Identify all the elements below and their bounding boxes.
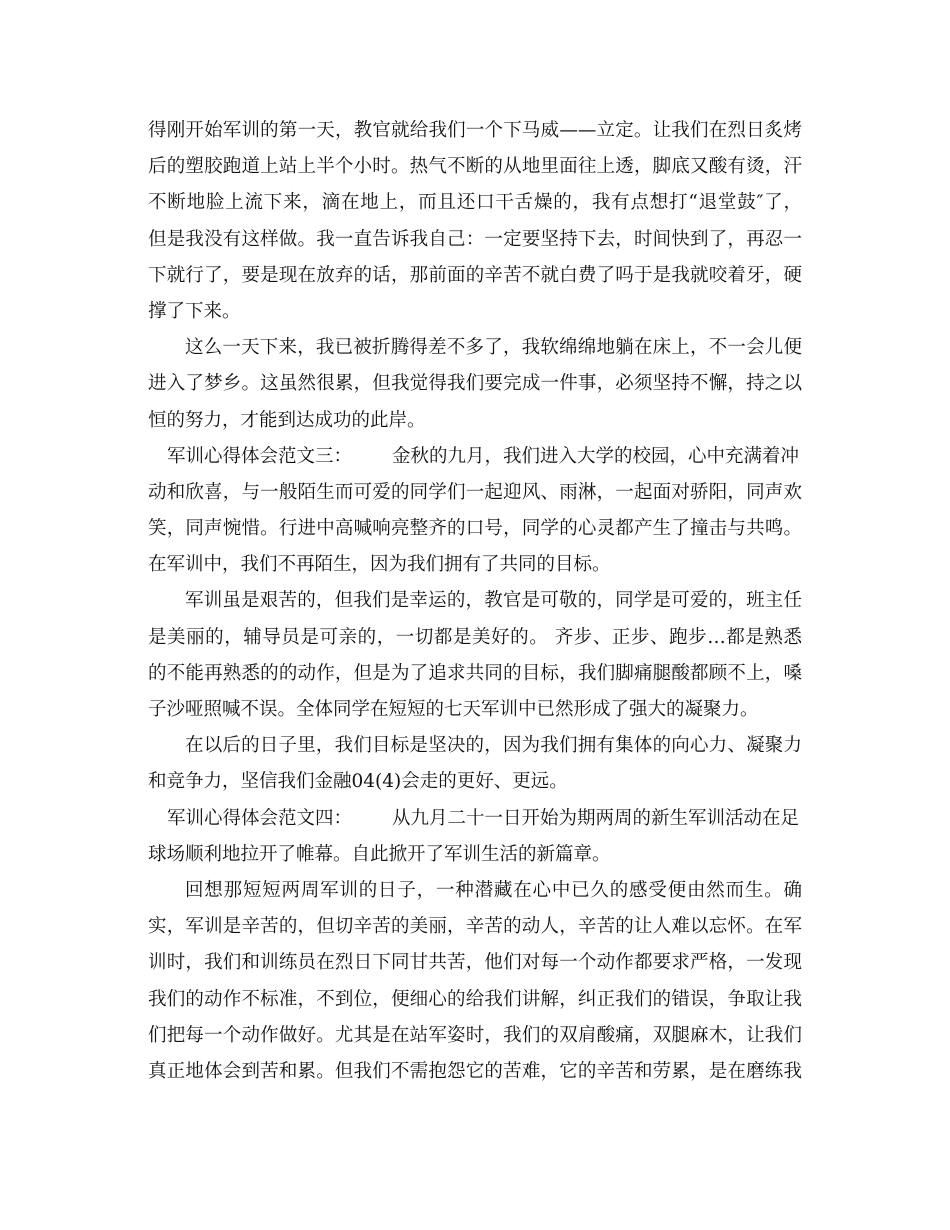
text-line: 后的塑胶跑道上站上半个小时。热气不断的从地里面往上透，脚底又酸有烫，汗 xyxy=(148,156,802,178)
text-line: 的不能再熟悉的的动作，但是为了追求共同的目标，我们脚痛腿酸都顾不上，嗓 xyxy=(148,662,802,684)
text-line: 军训虽是艰苦的，但我们是幸运的，教官是可敬的，同学是可爱的，班主任 xyxy=(185,590,802,612)
text-line: 子沙哑照喊不误。全体同学在短短的七天军训中已然形成了强大的凝聚力。 xyxy=(148,699,759,720)
section-title: 军训心得体会范文四： xyxy=(167,807,353,829)
text-line: 们把每一个动作做好。尤其是在站军姿时，我们的双肩酸痛，双腿麻木，让我们 xyxy=(148,1024,802,1046)
text-line: 撑了下来。 xyxy=(148,300,241,322)
text-line: 不断地脸上流下来，滴在地上，而且还口干舌燥的，我有点想打“退堂鼓″了， xyxy=(148,192,802,214)
text-line: 得刚开始军训的第一天，教官就给我们一个下马威——立定。让我们在烈日炙烤 xyxy=(148,120,802,141)
text-line: 回想那短短两周军训的日子，一种潜藏在心中已久的感受便由然而生。确 xyxy=(185,879,802,901)
text-line: 但是我没有这样做。我一直告诉我自己：一定要坚持下去，时间快到了，再忍一 xyxy=(148,228,802,250)
text-line: 是美丽的，辅导员是可亲的，一切都是美好的。 齐步、正步、跑步…都是熟悉 xyxy=(148,626,802,648)
text-line: 训时，我们和训练员在烈日下同甘共苦，他们对每一个动作都要求严格，一发现 xyxy=(148,952,802,974)
text-line: 真正地体会到苦和累。但我们不需抱怨它的苦难，它的辛苦和劳累，是在磨练我 xyxy=(148,1060,802,1082)
section-heading-line xyxy=(148,801,802,837)
document-page xyxy=(148,113,802,1090)
text-line: 在军训中，我们不再陌生，因为我们拥有了共同的目标。 xyxy=(148,554,611,576)
text-line: 这么一天下来，我已被折腾得差不多了，我软绵绵地躺在床上，不一会儿便 xyxy=(185,337,802,359)
text-line: 笑，同声惋惜。行进中高喊响亮整齐的口号，同学的心灵都产生了撞击与共鸣。 xyxy=(148,518,802,540)
text-line: 恒的努力，才能到达成功的此岸。 xyxy=(148,409,426,431)
section-intro: 从九月二十一日开始为期两周的新生军训活动在足 xyxy=(392,807,800,829)
section-heading-line xyxy=(148,439,802,475)
text-line: 进入了梦乡。这虽然很累，但我觉得我们要完成一件事，必须坚持不懈，持之以 xyxy=(148,373,802,395)
text-line: 和竞争力，坚信我们金融04(4)会走的更好、更远。 xyxy=(148,771,568,793)
text-line: 在以后的日子里，我们目标是坚决的，因为我们拥有集体的向心力、凝聚力 xyxy=(185,735,802,757)
text-line: 球场顺利地拉开了帷幕。自此掀开了军训生活的新篇章。 xyxy=(148,843,611,865)
section-intro: 金秋的九月，我们进入大学的校园，心中充满着冲 xyxy=(392,445,800,467)
section-title: 军训心得体会范文三： xyxy=(167,445,353,467)
text-line: 下就行了，要是现在放弃的话，那前面的辛苦不就白费了吗于是我就咬着牙，硬 xyxy=(148,264,802,286)
text-line: 我们的动作不标准，不到位，便细心的给我们讲解，纠正我们的错误，争取让我 xyxy=(148,988,802,1010)
text-line: 动和欣喜，与一般陌生而可爱的同学们一起迎风、雨淋，一起面对骄阳，同声欢 xyxy=(148,481,802,503)
text-line: 实，军训是辛苦的，但切辛苦的美丽，辛苦的动人，辛苦的让人难以忘怀。在军 xyxy=(148,916,802,938)
